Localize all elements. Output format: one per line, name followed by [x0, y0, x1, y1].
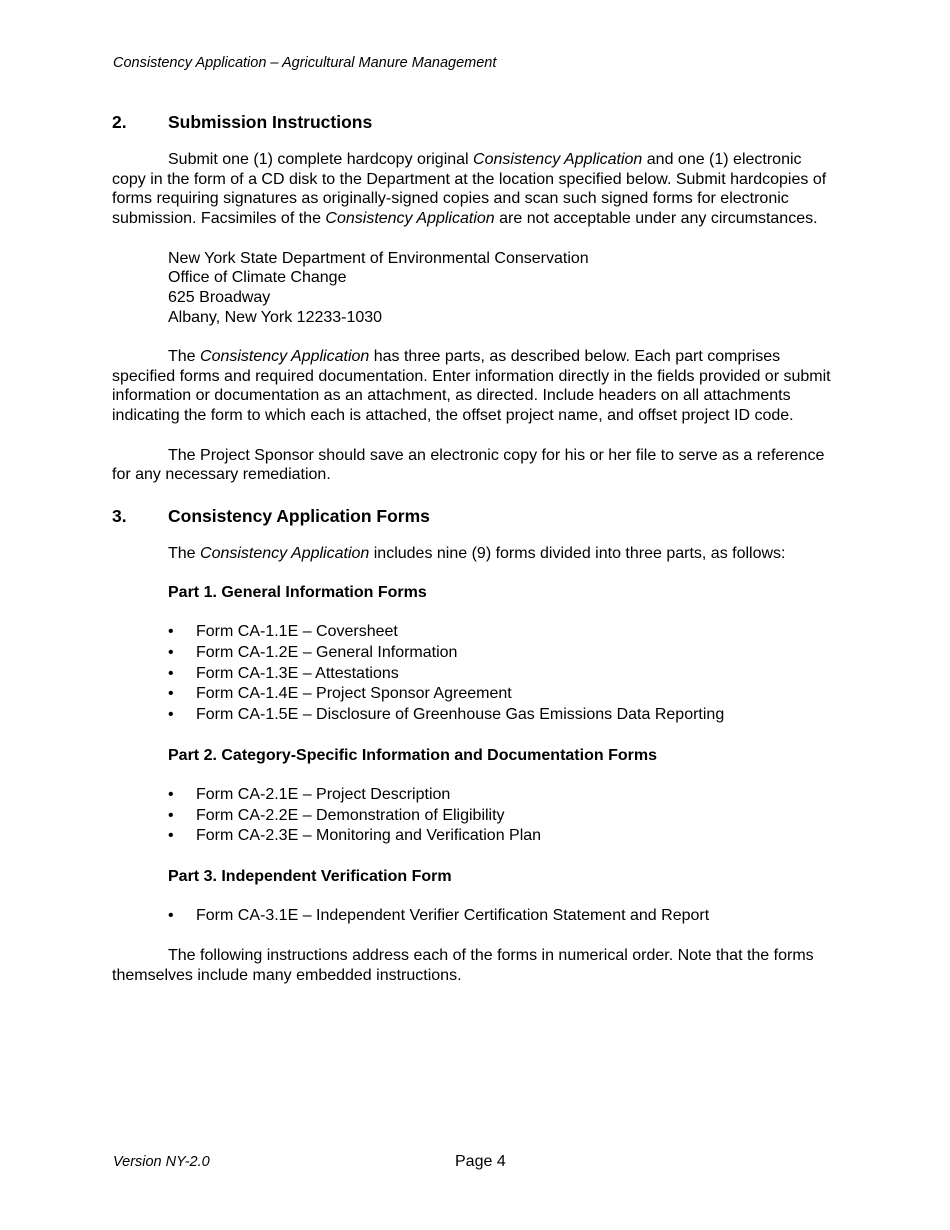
- list-item: [168, 664, 837, 685]
- parts-paragraph: [112, 347, 837, 426]
- part-1-form-list: [168, 622, 837, 727]
- italic-term: Consistency Application: [473, 151, 643, 168]
- bullet: •: [168, 785, 174, 803]
- italic-term: Consistency Application: [200, 544, 370, 562]
- part-3-heading: Part 3. Independent Verification Form: [168, 868, 452, 886]
- footer-version: Version NY-2.0: [113, 1154, 210, 1170]
- italic-term: Consistency Application: [200, 348, 370, 365]
- part-1-heading: Part 1. General Information Forms: [168, 583, 427, 601]
- document-body: [112, 111, 837, 1005]
- address-line: New York State Department of Environmental Conservation: [168, 249, 589, 267]
- bullet: •: [168, 827, 174, 845]
- form-label: Form CA-3.1E – Independent Verifier Certification Statement and Report: [196, 906, 710, 924]
- section-number: 3.: [112, 505, 127, 526]
- form-label: Form CA-1.1E – Coversheet: [196, 622, 398, 640]
- list-item: [168, 826, 837, 847]
- bullet: •: [168, 906, 174, 924]
- form-label: Form CA-2.2E – Demonstration of Eligibility: [196, 806, 505, 824]
- bullet: •: [168, 706, 174, 724]
- text-run: and one (1) electronic copy in the form of a CD disk to the Department at the location specified below. Submit hardcopies of forms requiring signatures as originally-signed copies and scan such signed forms for electronic submission. Facsimiles of the: [112, 151, 827, 228]
- list-item: [168, 622, 837, 643]
- section-title: Consistency Application Forms: [168, 505, 430, 526]
- bullet: •: [168, 685, 174, 703]
- list-item: [168, 785, 837, 806]
- list-item: [168, 806, 837, 827]
- section-3-heading: [112, 505, 837, 527]
- form-label: Form CA-2.3E – Monitoring and Verification Plan: [196, 827, 542, 845]
- page-number: Page 4: [455, 1153, 506, 1170]
- address-line: 625 Broadway: [168, 288, 271, 306]
- bullet: •: [168, 664, 174, 682]
- text-run: has three parts, as described below. Each part comprises specified forms and required documentation. Enter information directly in the fields provided or submit information or documentation as an attachment, as directed. Include headers on all attachments indicating the form to which each is attached, the offset project name, and offset project ID code.: [112, 348, 831, 425]
- part-2-form-list: [168, 785, 837, 848]
- address-line: Office of Climate Change: [168, 269, 347, 287]
- form-label: Form CA-1.4E – Project Sponsor Agreement: [196, 685, 512, 703]
- forms-intro: [168, 544, 837, 564]
- running-header: Consistency Application – Agricultural Manure Management: [113, 55, 497, 71]
- section-number: 2.: [112, 112, 127, 132]
- part-2-heading: Part 2. Category-Specific Information and Documentation Forms: [168, 746, 657, 764]
- list-item: [168, 906, 837, 927]
- form-label: Form CA-2.1E – Project Description: [196, 785, 451, 803]
- bullet: •: [168, 806, 174, 824]
- bullet: •: [168, 622, 174, 640]
- section-2-heading: [112, 111, 837, 133]
- text-run: The: [168, 348, 201, 365]
- text-run: includes nine (9) forms divided into three parts, as follows:: [369, 544, 786, 562]
- italic-term: Consistency Application: [325, 210, 495, 228]
- form-label: Form CA-1.2E – General Information: [196, 643, 458, 661]
- list-item: [168, 705, 837, 726]
- section-title: Submission Instructions: [168, 112, 373, 132]
- list-item: [168, 684, 837, 705]
- part-3-form-list: [168, 906, 837, 927]
- bullet: •: [168, 643, 174, 661]
- mailing-address: [168, 249, 837, 328]
- text-run: are not acceptable under any circumstances.: [494, 210, 818, 228]
- closing-paragraph: The following instructions address each of the forms in numerical order. Note that the forms themselves include many embedded instructions.: [112, 947, 814, 985]
- address-line: Albany, New York 12233-1030: [168, 308, 383, 326]
- form-label: Form CA-1.3E – Attestations: [196, 664, 399, 682]
- save-copy-paragraph: The Project Sponsor should save an electronic copy for his or her file to serve as a reference for any necessary remediation.: [112, 446, 825, 484]
- text-run: The: [168, 544, 201, 562]
- list-item: [168, 643, 837, 664]
- text-run: Submit one (1) complete hardcopy original: [168, 151, 474, 168]
- form-label: Form CA-1.5E – Disclosure of Greenhouse Gas Emissions Data Reporting: [196, 706, 725, 724]
- submission-paragraph: [112, 150, 837, 229]
